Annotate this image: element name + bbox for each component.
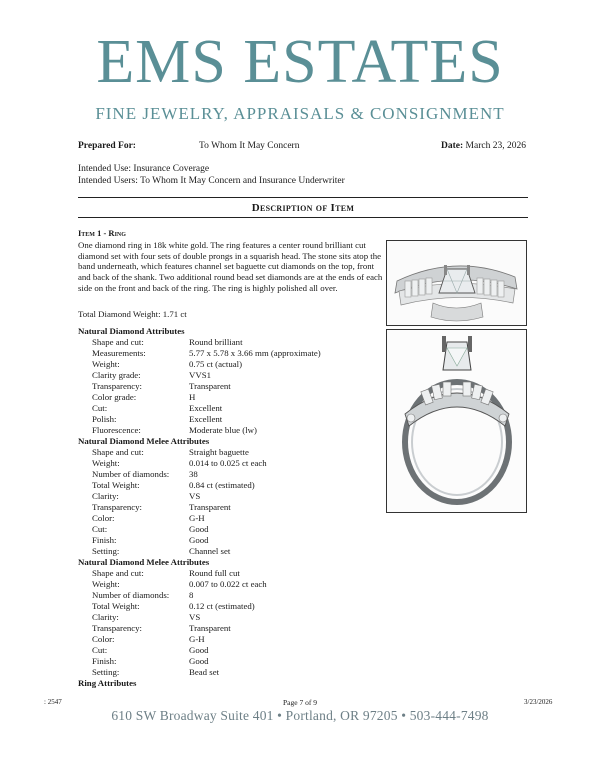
attribute-value: VS [189, 491, 201, 501]
ring-front-image [387, 330, 526, 512]
attribute-label: Finish: [92, 656, 117, 666]
attribute-label: Cut: [92, 403, 108, 413]
attribute-value: 0.014 to 0.025 ct each [189, 458, 267, 468]
ring-side-image [387, 241, 526, 325]
attribute-label: Shape and cut: [92, 568, 144, 578]
page-number: Page 7 of 9 [283, 698, 317, 707]
attribute-label: Finish: [92, 535, 117, 545]
attribute-value: 0.12 ct (estimated) [189, 601, 255, 611]
attribute-value: Moderate blue (lw) [189, 425, 257, 435]
attribute-label: Total Weight: [92, 601, 140, 611]
prepared-for-value: To Whom It May Concern [199, 141, 300, 151]
attribute-value: Excellent [189, 414, 223, 424]
attribute-value: Good [189, 645, 209, 655]
attribute-label: Fluorescence: [92, 425, 141, 435]
attribute-value: Channel set [189, 546, 231, 556]
attribute-value: 5.77 x 5.78 x 3.66 mm (approximate) [189, 348, 321, 358]
attribute-value: 8 [189, 590, 194, 600]
attribute-value: G-H [189, 513, 205, 523]
item-description: One diamond ring in 18k white gold. The ring features a center round brilliant cut diamond set with four sets of double prongs in a squarish head. The stone sits atop the band underneath, which features channel set baguette cut diamonds on the top, front and back of the shank. Two additional round bead set diamonds are at the ends of each side on the front and back of the ring. The ring is highly polished all over. [78, 240, 383, 293]
attribute-label: Cut: [92, 645, 108, 655]
attribute-value: Excellent [189, 403, 223, 413]
attribute-label: Setting: [92, 546, 120, 556]
attribute-value: VS [189, 612, 201, 622]
total-diamond-weight: Total Diamond Weight: 1.71 ct [78, 309, 187, 319]
attribute-value: 38 [189, 469, 198, 479]
attribute-label: Cut: [92, 524, 108, 534]
attribute-value: Good [189, 524, 209, 534]
footer-date: 3/23/2026 [524, 698, 553, 706]
attribute-label: Weight: [92, 359, 120, 369]
intended-users: Intended Users: To Whom It May Concern and Insurance Underwriter [78, 176, 345, 186]
attribute-section-title: Natural Diamond Melee Attributes [78, 436, 210, 446]
attribute-value: Round brilliant [189, 337, 243, 347]
footer-id: : 2547 [44, 698, 62, 706]
attribute-value: G-H [189, 634, 205, 644]
date-label: Date: [441, 141, 464, 151]
attribute-section-title: Ring Attributes [78, 678, 137, 688]
section-title: Description of Item [251, 202, 355, 214]
attribute-value: Transparent [189, 502, 231, 512]
attribute-label: Weight: [92, 579, 120, 589]
attribute-label: Total Weight: [92, 480, 140, 490]
attribute-label: Clarity: [92, 612, 119, 622]
item-heading: Item 1 - Ring [78, 228, 126, 238]
attribute-label: Color grade: [92, 392, 137, 402]
attribute-value: Transparent [189, 381, 231, 391]
attribute-label: Clarity grade: [92, 370, 141, 380]
date-value: March 23, 2026 [465, 141, 526, 151]
attribute-value: Round full cut [189, 568, 240, 578]
attribute-label: Measurements: [92, 348, 146, 358]
intended-use: Intended Use: Insurance Coverage [78, 164, 210, 174]
footer-address: 610 SW Broadway Suite 401 • Portland, OR 97205 • 503-444-7498 [111, 708, 489, 723]
attribute-label: Number of diamonds: [92, 590, 170, 600]
ring-side-photo [386, 240, 527, 326]
attribute-value: 0.84 ct (estimated) [189, 480, 255, 490]
attribute-label: Color: [92, 634, 115, 644]
attribute-value: H [189, 392, 196, 402]
attribute-label: Weight: [92, 458, 120, 468]
attribute-label: Transparency: [92, 502, 143, 512]
attribute-label: Setting: [92, 667, 120, 677]
attribute-value: 0.007 to 0.022 ct each [189, 579, 267, 589]
attribute-section-title: Natural Diamond Melee Attributes [78, 557, 210, 567]
attribute-label: Color: [92, 513, 115, 523]
attribute-value: Bead set [189, 667, 220, 677]
ring-front-photo [386, 329, 527, 513]
attribute-value: Good [189, 535, 209, 545]
attribute-label: Shape and cut: [92, 447, 144, 457]
attribute-label: Polish: [92, 414, 117, 424]
attribute-label: Transparency: [92, 381, 143, 391]
company-logo: EMS ESTATES [96, 28, 504, 96]
attribute-value: VVS1 [189, 370, 211, 380]
company-tagline: FINE JEWELRY, APPRAISALS & CONSIGNMENT [95, 104, 505, 123]
report-date [441, 141, 526, 152]
attribute-value: Straight baguette [189, 447, 249, 457]
prepared-for-label: Prepared For: [78, 141, 136, 151]
section-rule-bottom [78, 217, 528, 218]
section-rule-top [78, 197, 528, 198]
attribute-value: Good [189, 656, 209, 666]
attribute-label: Number of diamonds: [92, 469, 170, 479]
attribute-section-title: Natural Diamond Attributes [78, 326, 185, 336]
attribute-value: Transparent [189, 623, 231, 633]
attribute-label: Clarity: [92, 491, 119, 501]
attribute-value: 0.75 ct (actual) [189, 359, 243, 369]
attribute-label: Transparency: [92, 623, 143, 633]
attribute-label: Shape and cut: [92, 337, 144, 347]
